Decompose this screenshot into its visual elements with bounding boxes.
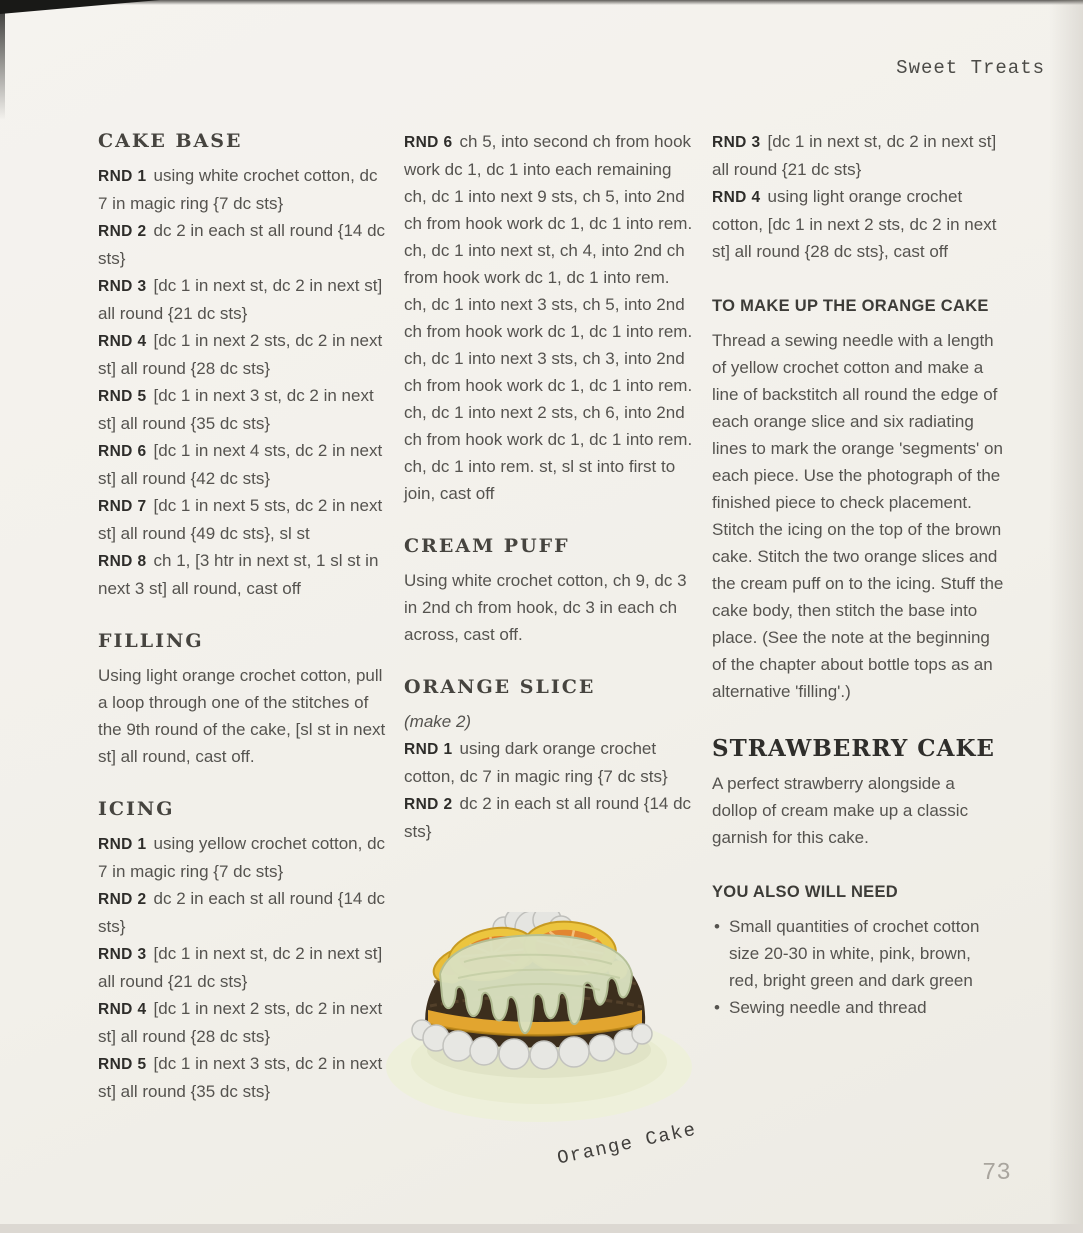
round-line: [98, 547, 390, 602]
round-text: ch 1, [3 htr in next st, 1 sl st in next 3 st] all round, cast off: [98, 551, 379, 598]
round-line: [98, 327, 390, 382]
round-text: using yellow crochet cotton, dc 7 in magic ring {7 dc sts}: [98, 834, 386, 881]
section-heading-strawberry-cake: STRAWBERRY CAKE: [712, 735, 995, 762]
round-label: RND 1: [98, 168, 147, 185]
round-text: ch 5, into second ch from hook work dc 1, dc 1 into each remaining ch, dc 1 into next 9 sts, ch 5, into 2nd ch from hook work dc 1, dc 1 into rem. ch, dc 1 into next st, ch 4, into 2nd ch from hook work dc 1, dc 1 into rem. ch, dc 1 into next 3 sts, ch 5, into 2nd ch from hook work dc 1, dc 1 into rem. ch, dc 1 into next 3 sts, ch 3, into 2nd ch from hook work dc 1, dc 1 into rem. ch, dc 1 into next 2 sts, ch 6, into 2nd ch from hook work dc 1, dc 1 into rem. ch, dc 1 into rem. st, sl st into first to join, cast off: [404, 132, 693, 503]
round-text: [dc 1 in next 4 sts, dc 2 in next st] all round {42 dc sts}: [98, 441, 383, 488]
strawberry-cake-intro: A perfect strawberry alongside a dollop of cream make up a classic garnish for this cake.: [712, 774, 969, 847]
column-right: [712, 128, 1004, 1021]
scan-edge-bottom: [0, 1224, 1083, 1233]
round-label: RND 2: [404, 796, 453, 813]
round-label: RND 5: [98, 388, 147, 405]
column-middle: [404, 128, 696, 845]
round-line: [712, 183, 1004, 265]
section-heading-you-will-need: YOU ALSO WILL NEED: [712, 883, 898, 901]
round-text: [dc 1 in next st, dc 2 in next st] all round {21 dc sts}: [98, 944, 383, 991]
section-heading-cake-base: CAKE BASE: [98, 130, 243, 152]
round-text: using dark orange crochet cotton, dc 7 in magic ring {7 dc sts}: [404, 739, 668, 786]
scan-edge-wedge: [0, 0, 160, 14]
round-line: [98, 437, 390, 492]
round-text: [dc 1 in next 5 sts, dc 2 in next st] all round {49 dc sts}, sl st: [98, 496, 383, 543]
materials-list: [712, 913, 1004, 1021]
round-label: RND 8: [98, 553, 147, 570]
round-line: [98, 492, 390, 547]
scan-edge-top: [0, 0, 1083, 5]
round-line: [98, 885, 390, 940]
round-label: RND 4: [98, 1001, 147, 1018]
round-text: using light orange crochet cotton, [dc 1 in next 2 sts, dc 2 in next st] all round {28 dc sts}, cast off: [712, 187, 997, 261]
round-label: RND 3: [98, 946, 147, 963]
filling-body: Using light orange crochet cotton, pull a loop through one of the stitches of the 9th round of the cake, [sl st in next st] all round, cast off.: [98, 666, 386, 766]
round-text: [dc 1 in next 2 sts, dc 2 in next st] all round {28 dc sts}: [98, 331, 383, 378]
round-line: [98, 162, 390, 217]
materials-list-item: • Sewing needle and thread: [712, 994, 1004, 1021]
section-heading-make-up: TO MAKE UP THE ORANGE CAKE: [712, 297, 989, 315]
round-line: [712, 128, 1004, 183]
page-number: 73: [982, 1160, 1011, 1187]
round-line: [98, 1050, 390, 1105]
round-line: [404, 790, 696, 845]
round-label: RND 2: [98, 223, 147, 240]
section-heading-filling: FILLING: [98, 630, 204, 652]
round-label: RND 2: [98, 891, 147, 908]
cream-puff-body: Using white crochet cotton, ch 9, dc 3 in 2nd ch from hook, dc 3 in each ch across, cast off.: [404, 571, 687, 644]
scan-edge-right: [1049, 0, 1083, 1233]
round-label: RND 7: [98, 498, 147, 515]
round-text: [dc 1 in next st, dc 2 in next st] all round {21 dc sts}: [98, 276, 383, 323]
round-label: RND 3: [712, 134, 761, 151]
round-text: dc 2 in each st all round {14 dc sts}: [98, 221, 386, 268]
round-label: RND 6: [404, 134, 453, 151]
column-left: [98, 128, 390, 1105]
round-label: RND 1: [98, 836, 147, 853]
round-label: RND 3: [98, 278, 147, 295]
cake-caption: Orange Cake: [555, 1118, 699, 1170]
round-text: using white crochet cotton, dc 7 in magic ring {7 dc sts}: [98, 166, 378, 213]
materials-list-item: • Small quantities of crochet cotton size 20-30 in white, pink, brown, red, bright green and dark green: [712, 913, 1004, 994]
round-text: dc 2 in each st all round {14 dc sts}: [98, 889, 386, 936]
round-line: [98, 382, 390, 437]
round-line: [404, 735, 696, 790]
round-text: [dc 1 in next 3 sts, dc 2 in next st] all round {35 dc sts}: [98, 1054, 383, 1101]
make-quantity-note: (make 2): [404, 712, 472, 731]
round-text: dc 2 in each st all round {14 dc sts}: [404, 794, 692, 841]
section-heading-cream-puff: CREAM PUFF: [404, 535, 570, 557]
section-heading-orange-slice: ORANGE SLICE: [404, 676, 596, 698]
scan-edge-left: [0, 0, 5, 120]
round-text: [dc 1 in next 2 sts, dc 2 in next st] all round {28 dc sts}: [98, 999, 383, 1046]
round-line: [98, 995, 390, 1050]
round-label: RND 4: [98, 333, 147, 350]
round-text: [dc 1 in next 3 st, dc 2 in next st] all round {35 dc sts}: [98, 386, 374, 433]
running-head: Sweet Treats: [896, 57, 1045, 79]
round-line: [98, 830, 390, 885]
round-label: RND 5: [98, 1056, 147, 1073]
round-line: [98, 217, 390, 272]
round-text: [dc 1 in next st, dc 2 in next st] all round {21 dc sts}: [712, 132, 997, 179]
round-label: RND 6: [98, 443, 147, 460]
round-label: RND 4: [712, 189, 761, 206]
round-label: RND 1: [404, 741, 453, 758]
section-heading-icing: ICING: [98, 798, 175, 820]
orange-cake-photo: [374, 912, 710, 1140]
round-line: [404, 128, 696, 507]
make-up-body: Thread a sewing needle with a length of yellow crochet cotton and make a line of backstitch all round the edge of each orange slice and six radiating lines to mark the orange 'segments' on each piece. Use the photograph of the finished piece to check placement. Stitch the icing on the top of the brown cake. Stitch the two orange slices and the cream puff on to the icing. Stuff the cake body, then stitch the base into place. (See the note at the beginning of the chapter about bottle tops as an alternative 'filling'.): [712, 331, 1004, 701]
round-line: [98, 272, 390, 327]
round-line: [98, 940, 390, 995]
